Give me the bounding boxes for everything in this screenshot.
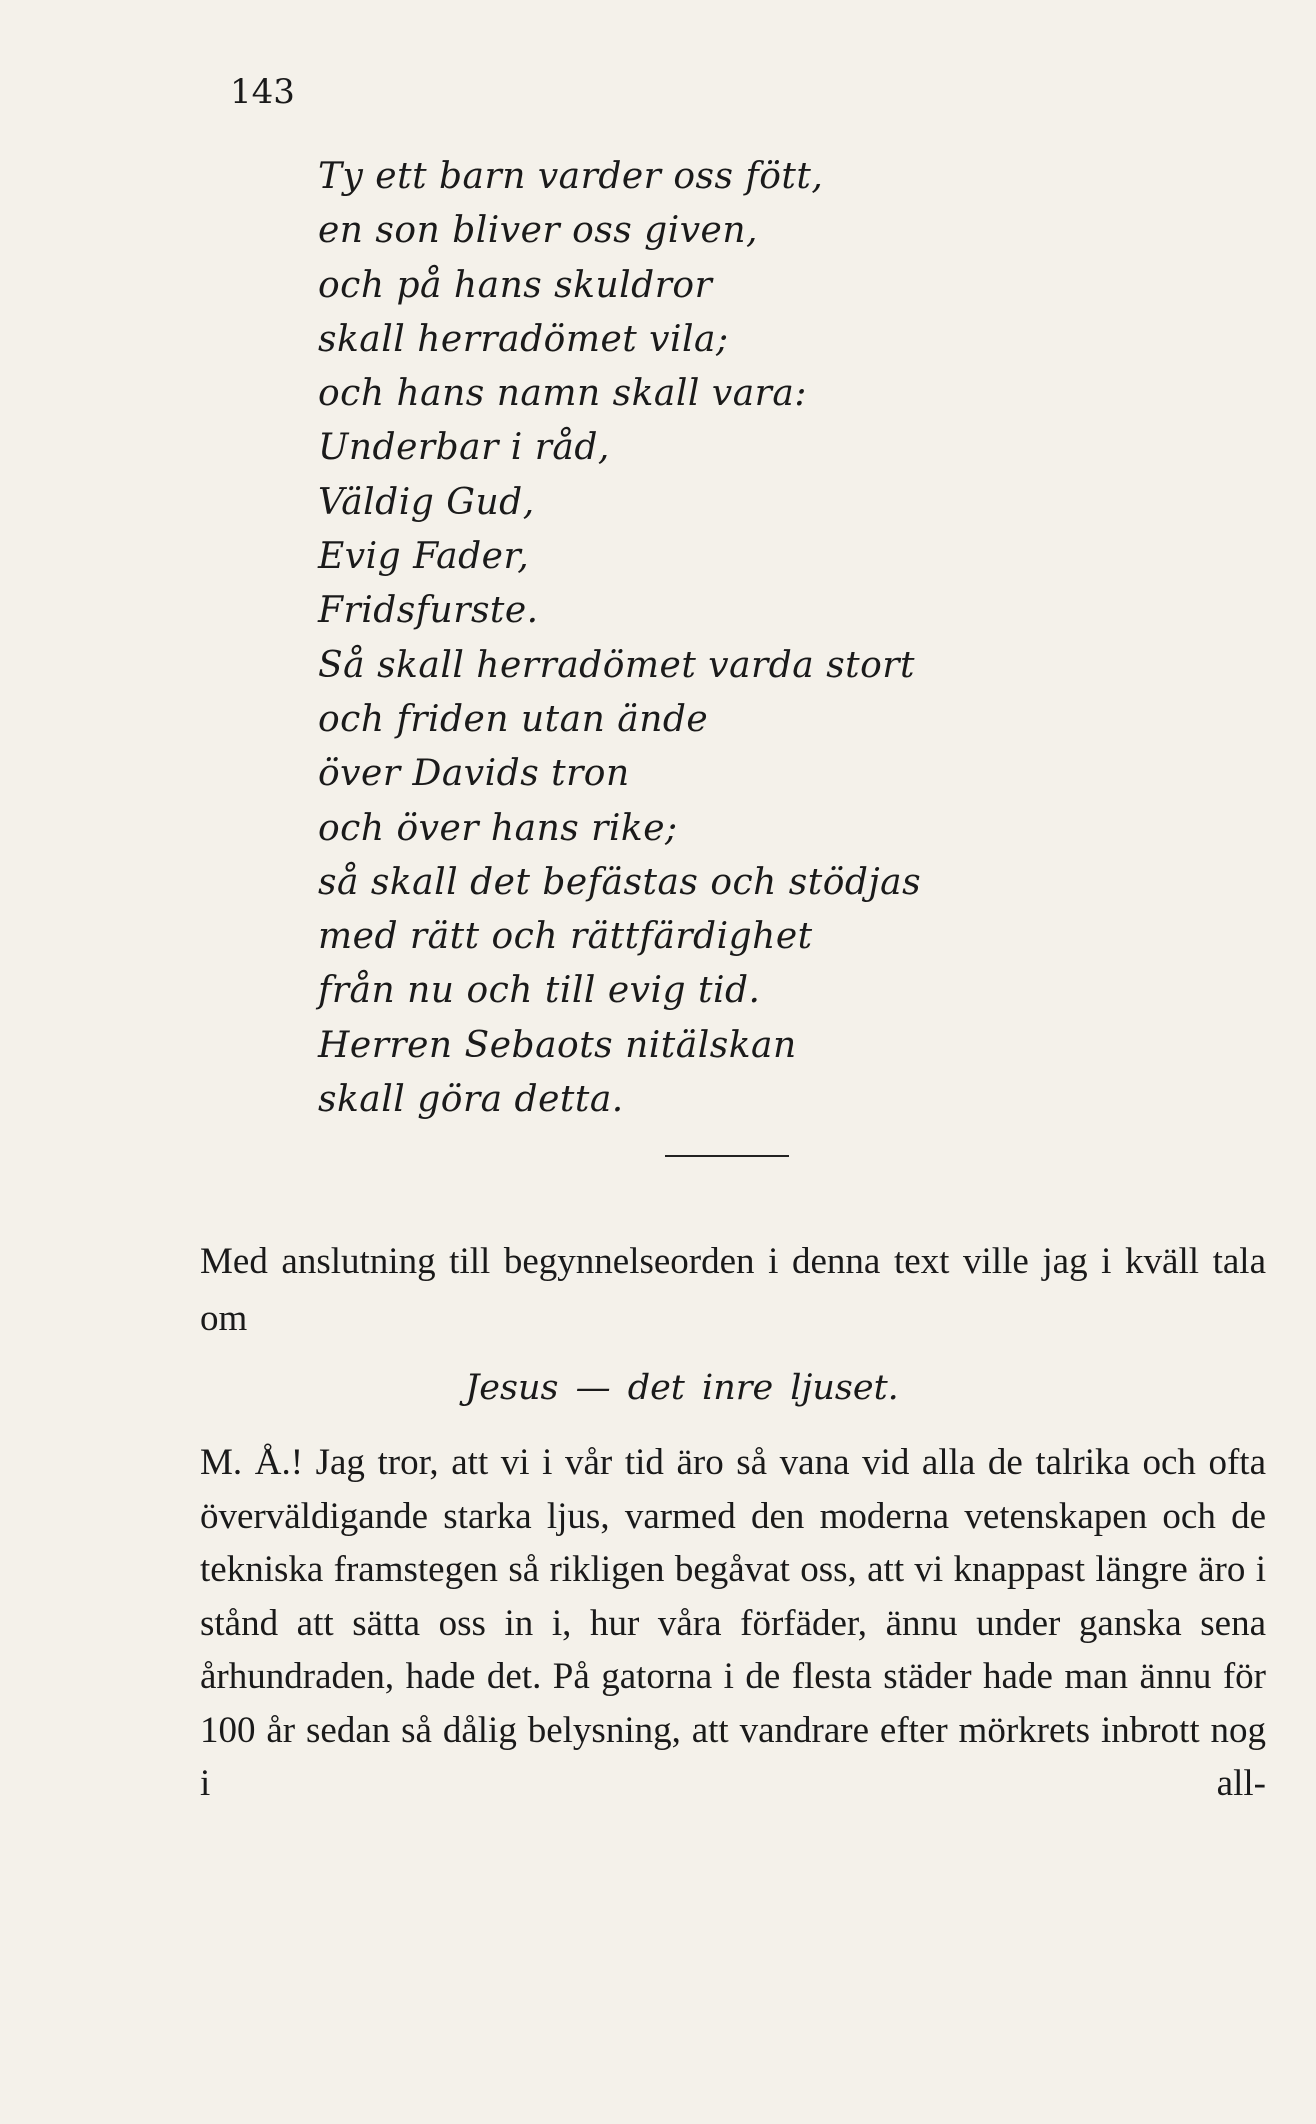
poem-line: med rätt och rättfärdighet — [318, 916, 813, 958]
poem-line: en son bliver oss given, — [318, 210, 758, 252]
poem-line: Fridsfurste. — [318, 590, 539, 632]
page-number: 143 — [230, 72, 295, 112]
poem-line: skall göra detta. — [318, 1079, 624, 1121]
section-divider — [665, 1155, 789, 1157]
poem-line: från nu och till evig tid. — [318, 970, 761, 1012]
intro-paragraph: Med anslutning till begynnelseorden i denna text ville jag i kväll tala om — [200, 1241, 1266, 1339]
sermon-title: Jesus — det inre ljuset. — [465, 1368, 899, 1408]
poem-line: Så skall herradömet varda stort — [318, 644, 915, 686]
poem-line: Ty ett barn varder oss fött, — [318, 156, 824, 197]
poem-line: Evig Fader, — [318, 536, 530, 578]
poem-line: och över hans rike; — [318, 807, 678, 849]
body-paragraph: M. Å.! Jag tror, att vi i vår tid äro så vana vid alla de talrika och ofta överväldigande starka ljus, varmed den moderna vetenskapen och de tekniska framstegen så rikligen begåvat oss, att vi knappast längre äro i stånd att sätta oss in i, hur våra förfäder, ännu under ganska sena århundraden, hade det. På gatorna i de flesta städer hade man ännu för 100 år sedan så dålig belysning, att vandrare efter mörkrets inbrott nog i all- — [200, 1442, 1266, 1804]
poem-line: så skall det befästas och stödjas — [318, 861, 922, 903]
poem-line: och friden utan ände — [318, 698, 709, 740]
poem-line: och hans namn skall vara: — [318, 373, 807, 415]
scripture-poem — [318, 150, 1218, 1127]
poem-line: Underbar i råd, — [318, 427, 610, 469]
poem-line: Väldig Gud, — [318, 481, 535, 523]
poem-line: och på hans skuldror — [318, 264, 713, 306]
poem-line: Herren Sebaots nitälskan — [318, 1024, 797, 1066]
poem-line: över Davids tron — [318, 753, 630, 795]
poem-line: skall herradömet vila; — [318, 318, 729, 360]
